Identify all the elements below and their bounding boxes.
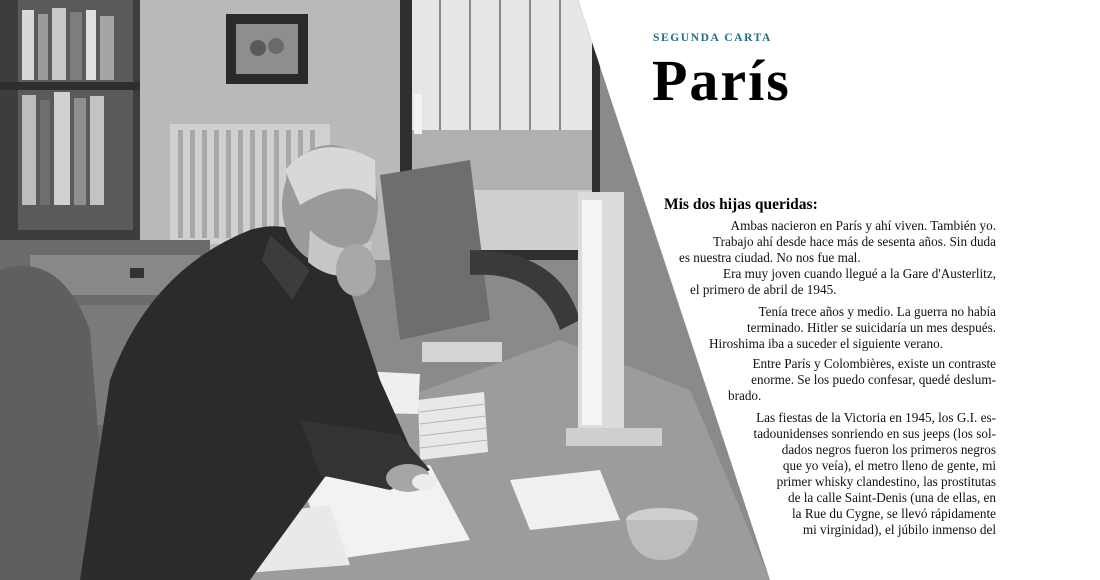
letter-line: es nuestra ciudad. No nos fue mal. bbox=[679, 250, 861, 265]
letter-line: Trabajo ahí desde hace más de sesenta años. Sin duda bbox=[713, 234, 996, 249]
letter-line: el primero de abril de 1945. bbox=[690, 282, 837, 297]
letter-salutation: Mis dos hijas queridas: bbox=[664, 196, 818, 213]
letter-line: la Rue du Cygne, se llevó rápidamente bbox=[792, 506, 996, 521]
page-title: París bbox=[652, 48, 791, 113]
letter-line: mi virginidad), el júbilo inmenso del bbox=[802, 522, 996, 537]
letter-line: Hiroshima iba a suceder el siguiente verano. bbox=[709, 336, 943, 351]
letter-line: dados negros fueron los primeros negros bbox=[781, 442, 996, 457]
letter-line: Entre París y Colombières, existe un contraste bbox=[752, 356, 996, 371]
letter-line: tadounidenses sonriendo en sus jeeps (los sol- bbox=[753, 426, 996, 441]
letter-line: Las fiestas de la Victoria en 1945, los G.I. es- bbox=[756, 410, 996, 425]
letter-line: enorme. Se los puedo confesar, quedé deslum- bbox=[751, 372, 996, 387]
letter-line: que yo veía), el metro lleno de gente, mi bbox=[782, 458, 996, 473]
letter-line: primer whisky clandestino, las prostitutas bbox=[776, 474, 996, 489]
letter-line: Tenía trece años y medio. La guerra no había bbox=[758, 304, 996, 319]
letter-line: terminado. Hitler se suicidaría un mes después. bbox=[746, 320, 996, 335]
section-kicker: SEGUNDA CARTA bbox=[653, 32, 772, 44]
letter-line: de la calle Saint-Denis (una de ellas, en bbox=[788, 490, 996, 505]
letter-line: Era muy joven cuando llegué a la Gare d'Austerlitz, bbox=[723, 266, 996, 281]
letter-line: Ambas nacieron en París y ahí viven. También yo. bbox=[730, 218, 996, 233]
letter-body bbox=[0, 196, 1100, 580]
letter-line: brado. bbox=[728, 388, 762, 403]
